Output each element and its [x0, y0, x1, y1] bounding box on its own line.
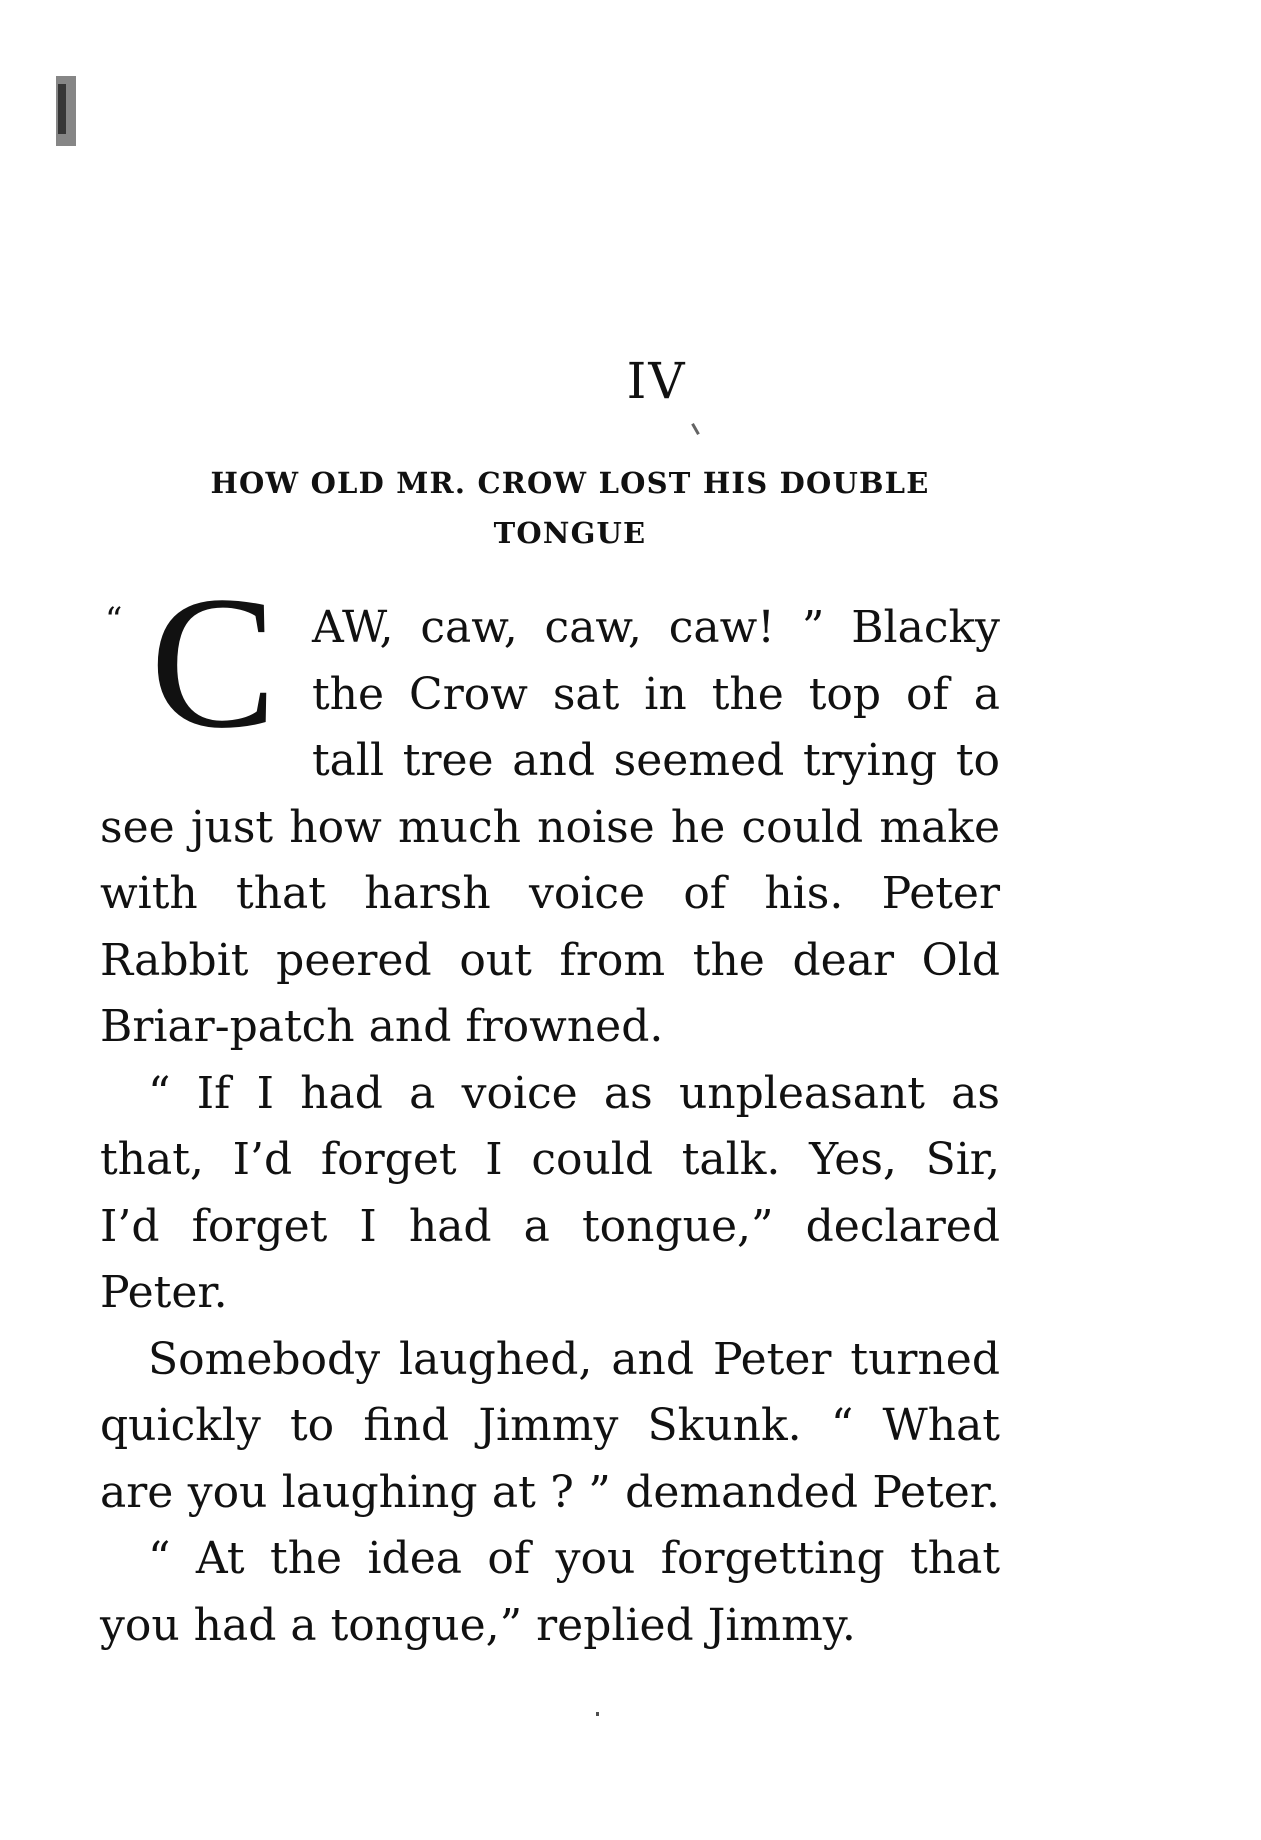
scan-speck [691, 423, 700, 435]
text-line: Briar-patch and frowned. [100, 1001, 664, 1052]
chapter-title [140, 458, 1000, 558]
opening-quote-mark: “ [105, 600, 123, 640]
scan-speck [58, 84, 66, 134]
text-line: the Crow sat in the top of a [312, 668, 1000, 720]
text-line: that, I’d forget I could talk. Yes, Sir, [100, 1134, 1000, 1185]
scan-speck [596, 1712, 599, 1716]
paragraph [100, 1327, 1000, 1527]
text-line: with that harsh voice of his. Peter [100, 868, 1000, 919]
text-line: see just how much noise he could make [100, 801, 1000, 853]
text-line: “ If I had a voice as unpleasant as [148, 1067, 1000, 1119]
text-line: Peter. [100, 1267, 228, 1318]
drop-cap-letter: C [150, 558, 277, 768]
text-line: I’d forget I had a tongue,” declared [100, 1200, 1000, 1252]
text-line: tall tree and seemed trying to [312, 735, 1000, 786]
text-line: “ At the idea of you forgetting that [148, 1533, 1000, 1584]
text-line: you had a tongue,” replied Jimmy. [100, 1599, 856, 1651]
text-line: Rabbit peered out from the dear Old [100, 934, 1000, 986]
chapter-number: IV [626, 352, 687, 410]
body-text [100, 558, 1000, 1659]
text-line: quickly to find Jimmy Skunk. “ What [100, 1400, 1000, 1451]
text-line: are you laughing at ? ” demanded Peter. [100, 1466, 1000, 1518]
chapter-title-line: TONGUE [493, 516, 647, 550]
text-line: Somebody laughed, and Peter turned [148, 1333, 1000, 1385]
opening-paragraph [100, 558, 1000, 1061]
paragraph [100, 1061, 1000, 1327]
text-line: AW, caw, caw, caw! ” Blacky [312, 602, 1000, 653]
paragraph [100, 1526, 1000, 1659]
chapter-title-line: HOW OLD MR. CROW LOST HIS DOUBLE [210, 466, 930, 500]
